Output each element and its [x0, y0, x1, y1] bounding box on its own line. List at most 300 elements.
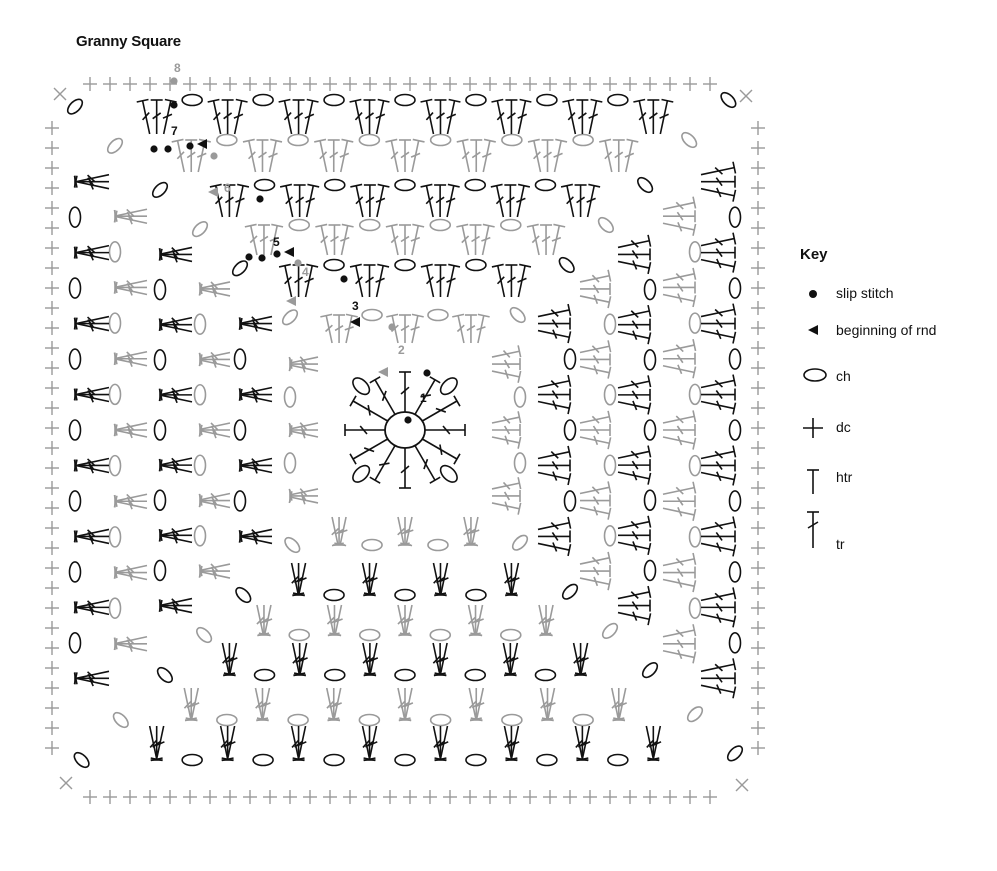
round2-treble	[491, 497, 521, 515]
round6-treble	[663, 210, 695, 222]
round1-treble	[370, 377, 400, 418]
round4-treble	[579, 411, 611, 429]
round3-chain	[395, 260, 415, 271]
round5-chain	[645, 490, 656, 510]
round7-chain	[182, 755, 202, 766]
round2-treble	[492, 490, 520, 502]
round5-treble	[231, 184, 249, 218]
round8-dc	[45, 441, 59, 455]
round7-chain	[730, 562, 741, 582]
round5-corner-chain	[150, 180, 170, 200]
round8-dc	[751, 421, 765, 435]
round3-treble	[492, 264, 510, 298]
round8-corner-cross	[736, 779, 748, 791]
round3-corner-chain	[560, 582, 580, 602]
round5-treble	[618, 600, 650, 612]
round7-chain	[730, 349, 741, 369]
round2-chain	[428, 310, 448, 321]
slip-stitch-marker	[150, 145, 157, 152]
round7-treble	[700, 516, 736, 535]
treble-icon	[798, 506, 828, 552]
round8-dc	[663, 790, 677, 804]
round6-chain	[573, 715, 593, 726]
round4-chain	[605, 385, 616, 405]
round2-treble	[472, 314, 490, 344]
round8-dc	[523, 77, 537, 91]
round6-treble	[406, 139, 424, 173]
slip-stitch-marker	[273, 250, 280, 257]
round4-corner-chain	[596, 215, 616, 235]
round7-treble	[701, 530, 735, 542]
round5-treble	[511, 184, 529, 218]
round6-chain	[110, 598, 121, 618]
round8-dc	[45, 381, 59, 395]
round5-chain	[325, 670, 345, 681]
round8-dc	[603, 77, 617, 91]
round8-dc	[383, 77, 397, 91]
round3-treble	[538, 389, 570, 401]
round7-chain	[182, 95, 202, 106]
round6-treble	[662, 268, 696, 286]
round7-treble	[229, 99, 248, 135]
round3-treble	[537, 396, 571, 414]
round5-treble	[617, 536, 651, 554]
round3-chain	[565, 420, 576, 440]
round8-dc	[363, 790, 377, 804]
round5-chain	[155, 560, 166, 580]
round2-treble	[491, 345, 521, 363]
round5-corner-chain	[635, 175, 655, 195]
round8-dc	[751, 221, 765, 235]
round5-treble	[504, 185, 516, 217]
round5-chain	[395, 180, 415, 191]
round8-dc	[751, 741, 765, 755]
round6-treble	[663, 281, 695, 293]
round1-treble	[425, 424, 465, 436]
half-treble-icon	[798, 462, 828, 502]
round5-treble	[371, 184, 389, 218]
round6-treble	[399, 140, 411, 172]
key-label-chain: ch	[836, 368, 851, 384]
round7-treble	[300, 99, 319, 135]
round8-dc	[751, 621, 765, 635]
round-number-label: 6	[224, 181, 231, 195]
round7-treble	[701, 247, 735, 259]
round6-treble	[314, 139, 332, 173]
round6-chain	[690, 242, 701, 262]
round4-treble	[386, 224, 404, 256]
round8-dc	[45, 321, 59, 335]
round8-dc	[683, 790, 697, 804]
round8-dc	[751, 461, 765, 475]
round8-dc	[503, 790, 517, 804]
round6-treble	[662, 624, 696, 642]
round4-treble	[470, 225, 482, 255]
round8-dc	[45, 201, 59, 215]
round6-corner-chain	[111, 710, 131, 730]
round6-treble	[264, 139, 282, 173]
round4-chain	[605, 455, 616, 475]
round5-treble	[617, 396, 651, 414]
round5-chain	[645, 420, 656, 440]
round5-chain	[645, 560, 656, 580]
round4-chain	[430, 630, 450, 641]
round8-dc	[751, 241, 765, 255]
round7-chain	[253, 95, 273, 106]
round7-treble	[700, 183, 736, 202]
round3-chain	[395, 590, 415, 601]
round4-treble	[579, 481, 611, 499]
round5-treble	[294, 185, 306, 217]
round6-corner-chain	[679, 130, 699, 150]
round6-treble	[542, 140, 554, 172]
round8-dc	[45, 561, 59, 575]
round3-treble	[538, 318, 570, 330]
round6-treble	[662, 289, 696, 307]
round4-treble	[245, 224, 263, 256]
round7-treble	[701, 672, 735, 684]
round7-treble	[350, 99, 369, 135]
round8-dc	[103, 77, 117, 91]
round5-treble	[617, 256, 651, 274]
round8-dc	[303, 790, 317, 804]
round2-treble	[452, 314, 470, 344]
round8-dc	[751, 141, 765, 155]
round7-treble	[700, 467, 736, 486]
round-number-label: 2	[398, 343, 405, 357]
round6-chain	[690, 384, 701, 404]
round8-dc	[163, 790, 177, 804]
beginning-of-round-icon	[798, 316, 828, 356]
round3-treble	[537, 467, 571, 485]
round2-chain	[285, 387, 296, 407]
round5-treble	[618, 459, 650, 471]
round4-chain	[605, 314, 616, 334]
round6-treble	[663, 567, 695, 579]
round3-treble	[537, 304, 571, 322]
round8-dc	[751, 281, 765, 295]
round3-corner-chain	[233, 585, 253, 605]
round8-dc	[751, 581, 765, 595]
round4-treble	[406, 224, 424, 256]
round3-treble	[421, 264, 439, 298]
round6-chain	[217, 135, 237, 146]
round3-chain	[466, 260, 486, 271]
round6-treble	[662, 217, 696, 235]
round8-dc	[751, 341, 765, 355]
round8-dc	[751, 561, 765, 575]
round6-treble	[662, 574, 696, 592]
round-number-label: 1	[420, 391, 427, 405]
round2-treble	[491, 411, 521, 429]
round8-dc	[751, 661, 765, 675]
round4-treble	[547, 224, 565, 256]
round5-corner-chain	[640, 660, 660, 680]
key-title: Key	[800, 246, 828, 263]
round5-chain	[395, 670, 415, 681]
round5-treble	[582, 184, 600, 218]
slip-stitch-marker	[245, 253, 252, 260]
round8-dc	[751, 641, 765, 655]
round6-treble	[470, 140, 482, 172]
round7-chain	[70, 491, 81, 511]
round1-treble	[419, 434, 460, 464]
round8-dc	[323, 790, 337, 804]
round7-treble	[701, 389, 735, 401]
round8-dc	[45, 501, 59, 515]
round3-treble	[442, 264, 460, 298]
round8-dc	[751, 301, 765, 315]
round6-treble	[385, 139, 403, 173]
key-label-beginning-of-round: beginning of rnd	[836, 322, 937, 338]
round8-dc	[45, 301, 59, 315]
round8-dc	[751, 201, 765, 215]
round4-chain	[360, 630, 380, 641]
round7-treble	[576, 100, 588, 134]
round7-treble	[442, 99, 461, 135]
round4-corner-chain	[190, 219, 210, 239]
round8-dc	[183, 77, 197, 91]
round8-dc	[45, 361, 59, 375]
round2-treble	[399, 315, 411, 343]
round8-dc	[751, 121, 765, 135]
round6-treble	[663, 424, 695, 436]
round4-treble	[579, 290, 611, 308]
round8-dc	[45, 141, 59, 155]
round5-treble	[280, 184, 298, 218]
round8-dc	[583, 790, 597, 804]
round7-treble	[633, 99, 652, 135]
round8-dc	[45, 341, 59, 355]
round3-treble	[371, 264, 389, 298]
round1-treble	[345, 424, 385, 436]
chart-title: Granny Square	[76, 33, 181, 50]
key-label-double-crochet: dc	[836, 419, 851, 435]
round4-treble	[579, 572, 611, 590]
round6-chain	[110, 242, 121, 262]
slip-stitch-icon	[798, 278, 828, 318]
round5-corner-chain	[155, 665, 175, 685]
round3-treble	[350, 264, 368, 298]
round8-dc	[483, 790, 497, 804]
slip-stitch-marker	[186, 142, 193, 149]
round2-treble	[386, 314, 404, 344]
round3-treble	[538, 459, 570, 471]
round2-corner-chain	[282, 535, 302, 555]
round7-treble	[491, 99, 510, 135]
slip-stitch-marker	[423, 369, 430, 376]
round8-dc	[45, 281, 59, 295]
round5-chain	[645, 350, 656, 370]
round6-chain	[502, 135, 522, 146]
round3-chain	[565, 349, 576, 369]
round7-treble	[700, 679, 736, 698]
round4-treble	[315, 224, 333, 256]
round3-chain	[235, 420, 246, 440]
round8-dc	[683, 77, 697, 91]
slip-stitch-marker	[258, 254, 265, 261]
round7-treble	[701, 318, 735, 330]
round4-chain	[501, 630, 521, 641]
round2-treble	[320, 314, 338, 344]
round2-corner-chain	[508, 305, 528, 325]
round8-dc	[323, 77, 337, 91]
round4-chain	[430, 220, 450, 231]
round8-dc	[143, 77, 157, 91]
round7-chain	[730, 207, 741, 227]
round4-chain	[195, 526, 206, 546]
round7-chain	[466, 755, 486, 766]
round7-treble	[700, 396, 736, 415]
round6-treble	[620, 139, 638, 173]
round7-chain	[537, 95, 557, 106]
round6-treble	[549, 139, 567, 173]
beginning-of-round-marker	[378, 367, 388, 377]
round2-treble	[492, 358, 520, 370]
round6-treble	[256, 140, 268, 172]
round7-chain	[70, 349, 81, 369]
round8-dc	[263, 77, 277, 91]
round8-dc	[83, 77, 97, 91]
round8-dc	[563, 77, 577, 91]
round6-treble	[663, 638, 695, 650]
round8-dc	[751, 401, 765, 415]
round5-chain	[535, 180, 555, 191]
round7-treble	[700, 609, 736, 628]
round4-treble	[399, 225, 411, 255]
round7-chain	[608, 755, 628, 766]
round7-treble	[654, 99, 673, 135]
round3-corner-chain	[230, 258, 250, 278]
round8-dc	[751, 441, 765, 455]
round5-chain	[155, 420, 166, 440]
round6-treble	[662, 360, 696, 378]
round2-chain	[515, 453, 526, 473]
round3-treble	[537, 325, 571, 343]
round3-chain	[324, 260, 344, 271]
round8-dc	[603, 790, 617, 804]
round8-dc	[243, 77, 257, 91]
round5-chain	[535, 670, 555, 681]
round8-dc	[543, 790, 557, 804]
round8-corner-cross	[60, 777, 72, 789]
round2-chain	[515, 387, 526, 407]
round1-treble	[350, 396, 391, 426]
round8-dc	[751, 601, 765, 615]
round5-treble	[301, 184, 319, 218]
round7-chain	[730, 491, 741, 511]
round7-treble	[700, 233, 736, 252]
round7-treble	[513, 99, 532, 135]
round8-dc	[751, 161, 765, 175]
round8-dc	[45, 241, 59, 255]
round8-dc	[423, 77, 437, 91]
round8-dc	[223, 790, 237, 804]
round3-chain	[324, 590, 344, 601]
round8-dc	[383, 790, 397, 804]
round4-treble	[580, 495, 610, 507]
double-crochet-icon	[798, 410, 828, 450]
round3-corner-chain	[557, 255, 577, 275]
slip-stitch-marker	[404, 416, 411, 423]
round4-treble	[579, 502, 611, 520]
round5-treble	[617, 305, 651, 323]
beginning-of-round-marker	[286, 296, 296, 306]
round8-dc	[583, 77, 597, 91]
round4-treble	[580, 353, 610, 365]
round7-corner-chain	[719, 90, 739, 110]
round8-dc	[343, 790, 357, 804]
round8-dc	[623, 790, 637, 804]
key-label-treble: tr	[836, 536, 845, 552]
round3-treble	[434, 265, 446, 297]
round7-treble	[293, 100, 305, 134]
round8-dc	[243, 790, 257, 804]
round6-treble	[662, 645, 696, 663]
round6-chain	[217, 715, 237, 726]
round6-treble	[662, 339, 696, 357]
round4-chain	[195, 314, 206, 334]
slip-stitch-marker	[170, 77, 177, 84]
round8-dc	[45, 421, 59, 435]
round2-corner-chain	[510, 533, 530, 553]
round4-chain	[360, 220, 380, 231]
round2-chain	[362, 540, 382, 551]
round7-treble	[700, 254, 736, 273]
round6-treble	[662, 553, 696, 571]
round5-chain	[325, 180, 345, 191]
round6-treble	[662, 502, 696, 520]
round6-treble	[662, 431, 696, 449]
round6-corner-chain	[685, 704, 705, 724]
round6-treble	[457, 139, 475, 173]
round5-chain	[465, 180, 485, 191]
round-number-label: 3	[352, 299, 359, 313]
round7-chain	[730, 420, 741, 440]
round7-treble	[371, 99, 390, 135]
round8-dc	[45, 621, 59, 635]
round8-dc	[703, 77, 717, 91]
round5-treble	[350, 184, 368, 218]
round5-treble	[617, 516, 651, 534]
round8-dc	[183, 790, 197, 804]
round4-treble	[258, 225, 270, 255]
round5-treble	[617, 375, 651, 393]
beginning-of-round-marker	[284, 247, 294, 257]
round3-treble	[538, 530, 570, 542]
round8-dc	[203, 77, 217, 91]
round3-treble	[537, 446, 571, 464]
round4-treble	[580, 424, 610, 436]
round5-treble	[617, 466, 651, 484]
round3-treble	[537, 375, 571, 393]
round4-treble	[580, 565, 610, 577]
round8-dc	[45, 181, 59, 195]
round2-treble	[492, 424, 520, 436]
round6-chain	[288, 715, 308, 726]
round6-chain	[110, 384, 121, 404]
round1-chain	[350, 463, 373, 486]
round8-dc	[45, 721, 59, 735]
round6-chain	[573, 135, 593, 146]
round8-corner-cross	[54, 88, 66, 100]
round5-chain	[155, 280, 166, 300]
round8-dc	[123, 790, 137, 804]
round8-dc	[45, 481, 59, 495]
round1-treble	[350, 434, 391, 464]
round8-dc	[45, 221, 59, 235]
key-label-slip-stitch: slip stitch	[836, 285, 894, 301]
